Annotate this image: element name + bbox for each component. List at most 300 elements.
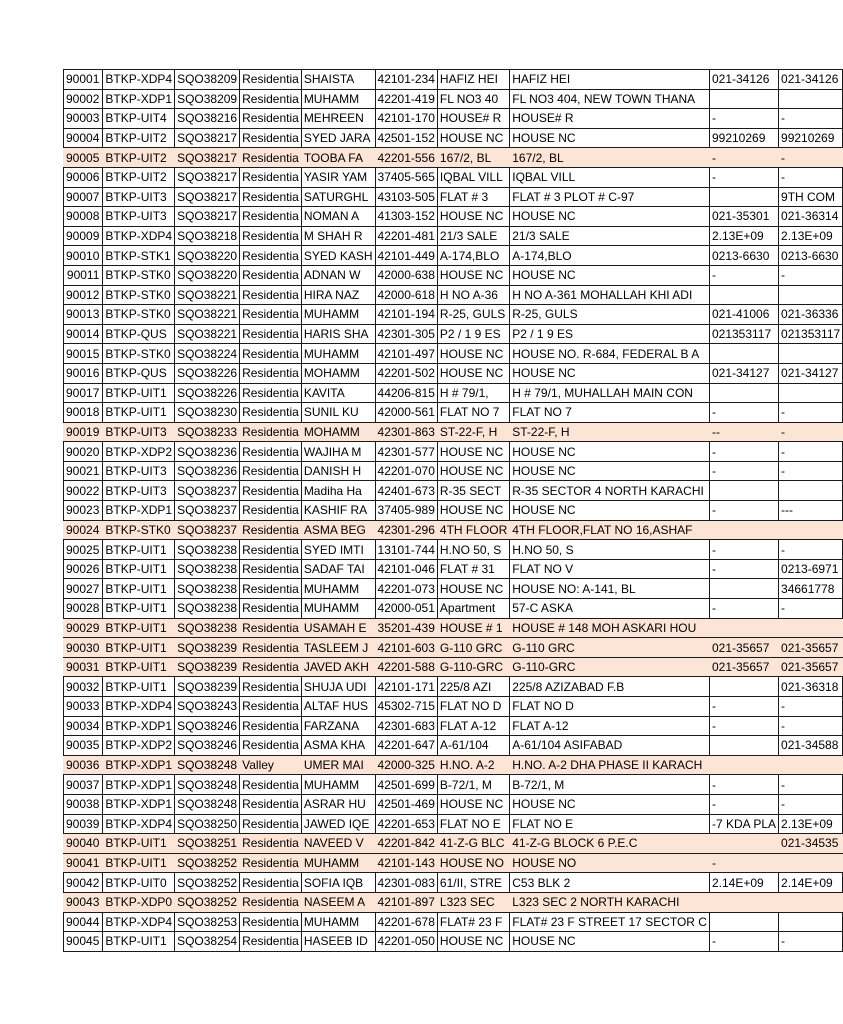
table-cell[interactable]: 90033 (64, 697, 103, 717)
table-cell[interactable]: FLAT NO 7 (437, 403, 509, 423)
table-cell[interactable]: - (779, 697, 843, 717)
table-cell[interactable]: HOUSE NC (437, 128, 509, 148)
table-cell[interactable]: SQO38250 (175, 814, 240, 834)
table-cell[interactable]: SQO38221 (175, 324, 240, 344)
table-cell[interactable]: 42000-618 (375, 285, 437, 305)
table-cell[interactable] (709, 481, 778, 501)
table-cell[interactable]: MUHAMM (301, 579, 375, 599)
table-cell[interactable]: 42201-070 (375, 461, 437, 481)
table-cell[interactable]: Residentia (240, 834, 302, 854)
table-cell[interactable]: BTKP-UIT3 (103, 422, 175, 442)
table-cell[interactable]: - (709, 501, 778, 521)
table-cell[interactable]: SQO38253 (175, 912, 240, 932)
table-cell[interactable]: MOHAMM (301, 363, 375, 383)
table-cell[interactable]: BTKP-QUS (103, 324, 175, 344)
table-cell[interactable]: 90005 (64, 148, 103, 168)
table-cell[interactable]: 42000-561 (375, 403, 437, 423)
table-cell[interactable]: HOUSE NC (437, 579, 509, 599)
table-cell[interactable]: 90030 (64, 638, 103, 658)
table-cell[interactable]: Residentia (240, 89, 302, 109)
table-cell[interactable]: - (779, 167, 843, 187)
table-cell[interactable]: HASEEB ID (301, 932, 375, 952)
table-cell[interactable]: HOUSE NC (510, 461, 710, 481)
table-cell[interactable]: BTKP-UIT3 (103, 481, 175, 501)
table-cell[interactable]: MUHAMM (301, 599, 375, 619)
table-cell[interactable]: BTKP-UIT1 (103, 559, 175, 579)
table-cell[interactable]: SQO38252 (175, 892, 240, 912)
table-cell[interactable]: SQO38217 (175, 167, 240, 187)
table-cell[interactable] (709, 89, 778, 109)
table-cell[interactable]: 42501-699 (375, 775, 437, 795)
table-cell[interactable]: Residentia (240, 912, 302, 932)
table-cell[interactable]: - (709, 403, 778, 423)
table-cell[interactable]: FL NO3 404, NEW TOWN THANA (510, 89, 710, 109)
table-cell[interactable]: JAVED AKH (301, 657, 375, 677)
table-cell[interactable]: BTKP-UIT1 (103, 677, 175, 697)
table-cell[interactable]: 42201-073 (375, 579, 437, 599)
table-cell[interactable]: - (779, 716, 843, 736)
table-cell[interactable]: 90021 (64, 461, 103, 481)
table-cell[interactable]: 37405-989 (375, 501, 437, 521)
table-cell[interactable]: 90002 (64, 89, 103, 109)
table-cell[interactable] (779, 285, 843, 305)
table-cell[interactable]: Apartment (437, 599, 509, 619)
table-cell[interactable]: Residentia (240, 167, 302, 187)
table-cell[interactable]: UMER MAI (301, 755, 375, 775)
table-cell[interactable]: MUHAMM (301, 912, 375, 932)
table-cell[interactable]: FLAT NO D (437, 697, 509, 717)
table-cell[interactable]: - (779, 148, 843, 168)
table-cell[interactable]: 90012 (64, 285, 103, 305)
table-cell[interactable]: 42000-638 (375, 265, 437, 285)
table-cell[interactable]: Residentia (240, 932, 302, 952)
table-cell[interactable]: 41303-152 (375, 207, 437, 227)
table-cell[interactable]: P2 / 1 9 ES (437, 324, 509, 344)
table-cell[interactable]: Residentia (240, 70, 302, 90)
table-cell[interactable]: 13101-744 (375, 540, 437, 560)
table-cell[interactable]: SQO38252 (175, 873, 240, 893)
table-cell[interactable]: 42101-194 (375, 305, 437, 325)
table-cell[interactable]: 9TH COM (779, 187, 843, 207)
table-cell[interactable]: 42101-897 (375, 892, 437, 912)
table-cell[interactable]: 90007 (64, 187, 103, 207)
table-cell[interactable]: Residentia (240, 246, 302, 266)
table-cell[interactable]: BTKP-UIT1 (103, 932, 175, 952)
table-cell[interactable]: G-110 GRC (437, 638, 509, 658)
table-cell[interactable]: 90028 (64, 599, 103, 619)
table-cell[interactable]: HOUSE NO. R-684, FEDERAL B A (510, 344, 710, 364)
table-cell[interactable]: 42301-863 (375, 422, 437, 442)
table-cell[interactable]: - (709, 697, 778, 717)
table-cell[interactable]: Residentia (240, 481, 302, 501)
table-cell[interactable]: SQO38217 (175, 148, 240, 168)
table-cell[interactable]: SQO38218 (175, 226, 240, 246)
table-cell[interactable]: BTKP-UIT1 (103, 638, 175, 658)
table-cell[interactable]: ADNAN W (301, 265, 375, 285)
table-cell[interactable]: 90022 (64, 481, 103, 501)
table-cell[interactable]: G-110-GRC (437, 657, 509, 677)
table-cell[interactable]: BTKP-STK0 (103, 305, 175, 325)
table-cell[interactable]: 42101-449 (375, 246, 437, 266)
table-cell[interactable]: C53 BLK 2 (510, 873, 710, 893)
table-cell[interactable]: HOUSE# R (510, 109, 710, 129)
table-cell[interactable]: Residentia (240, 775, 302, 795)
table-cell[interactable]: BTKP-XDP2 (103, 442, 175, 462)
table-cell[interactable]: Residentia (240, 461, 302, 481)
table-cell[interactable] (709, 344, 778, 364)
table-cell[interactable]: - (779, 109, 843, 129)
table-cell[interactable]: BTKP-QUS (103, 363, 175, 383)
table-cell[interactable]: Residentia (240, 422, 302, 442)
table-cell[interactable]: 42101-497 (375, 344, 437, 364)
table-cell[interactable]: HOUSE NC (437, 344, 509, 364)
table-cell[interactable]: 2.13E+09 (779, 226, 843, 246)
table-cell[interactable]: HOUSE NO (510, 853, 710, 873)
table-cell[interactable]: SADAF TAI (301, 559, 375, 579)
table-cell[interactable]: 42501-152 (375, 128, 437, 148)
table-cell[interactable]: YASIR YAM (301, 167, 375, 187)
table-cell[interactable]: 2.13E+09 (709, 226, 778, 246)
table-cell[interactable]: 167/2, BL (437, 148, 509, 168)
table-cell[interactable]: 021-35657 (709, 638, 778, 658)
table-cell[interactable]: BTKP-XDP1 (103, 716, 175, 736)
table-cell[interactable]: BTKP-UIT1 (103, 599, 175, 619)
table-cell[interactable]: - (779, 442, 843, 462)
table-cell[interactable]: Residentia (240, 109, 302, 129)
table-cell[interactable]: 90010 (64, 246, 103, 266)
table-cell[interactable]: 021353117 (709, 324, 778, 344)
table-cell[interactable]: SQO38217 (175, 187, 240, 207)
table-cell[interactable]: Residentia (240, 148, 302, 168)
table-cell[interactable]: NOMAN A (301, 207, 375, 227)
table-cell[interactable]: Residentia (240, 657, 302, 677)
table-cell[interactable]: Residentia (240, 128, 302, 148)
table-cell[interactable]: 99210269 (709, 128, 778, 148)
table-cell[interactable]: BTKP-XDP2 (103, 736, 175, 756)
table-cell[interactable]: B-72/1, M (437, 775, 509, 795)
table-cell[interactable]: Residentia (240, 305, 302, 325)
table-cell[interactable]: 90035 (64, 736, 103, 756)
table-cell[interactable]: B-72/1, M (510, 775, 710, 795)
table-cell[interactable]: 42201-588 (375, 657, 437, 677)
table-cell[interactable]: FLAT # 3 PLOT # C-97 (510, 187, 710, 207)
table-cell[interactable]: Residentia (240, 540, 302, 560)
table-cell[interactable]: G-110-GRC (510, 657, 710, 677)
table-cell[interactable]: ASMA KHA (301, 736, 375, 756)
table-cell[interactable]: 42101-234 (375, 70, 437, 90)
table-cell[interactable]: 90034 (64, 716, 103, 736)
table-cell[interactable]: HOUSE NC (437, 265, 509, 285)
table-cell[interactable]: 4TH FLOOR,FLAT NO 16,ASHAF (510, 520, 710, 540)
table-cell[interactable]: - (779, 461, 843, 481)
table-cell[interactable]: BTKP-XDP1 (103, 775, 175, 795)
table-cell[interactable]: 37405-565 (375, 167, 437, 187)
table-cell[interactable]: SQO38238 (175, 599, 240, 619)
table-cell[interactable]: 90040 (64, 834, 103, 854)
table-cell[interactable]: 42101-170 (375, 109, 437, 129)
table-cell[interactable]: BTKP-UIT1 (103, 579, 175, 599)
table-cell[interactable]: SQO38236 (175, 461, 240, 481)
table-cell[interactable]: HAFIZ HEI (437, 70, 509, 90)
table-cell[interactable]: - (779, 775, 843, 795)
table-cell[interactable]: M SHAH R (301, 226, 375, 246)
table-cell[interactable]: 42301-683 (375, 716, 437, 736)
table-cell[interactable]: 42201-556 (375, 148, 437, 168)
table-cell[interactable]: - (779, 794, 843, 814)
table-cell[interactable]: 90039 (64, 814, 103, 834)
table-cell[interactable]: 42101-171 (375, 677, 437, 697)
table-cell[interactable]: BTKP-UIT4 (103, 109, 175, 129)
table-cell[interactable]: 90037 (64, 775, 103, 795)
table-cell[interactable]: 42101-603 (375, 638, 437, 658)
table-cell[interactable]: H # 79/1, MUHALLAH MAIN CON (510, 383, 710, 403)
table-cell[interactable]: H.NO 50, S (510, 540, 710, 560)
table-cell[interactable]: HOUSE NC (437, 442, 509, 462)
table-cell[interactable]: FLAT# 23 F (437, 912, 509, 932)
table-cell[interactable] (779, 383, 843, 403)
table-cell[interactable] (779, 89, 843, 109)
table-cell[interactable]: H # 79/1, (437, 383, 509, 403)
table-cell[interactable]: IQBAL VILL (510, 167, 710, 187)
table-cell[interactable]: 021-36314 (779, 207, 843, 227)
table-cell[interactable]: A-174,BLO (437, 246, 509, 266)
table-cell[interactable]: - (779, 599, 843, 619)
table-cell[interactable]: - (709, 442, 778, 462)
table-cell[interactable]: Residentia (240, 677, 302, 697)
table-cell[interactable]: BTKP-UIT3 (103, 207, 175, 227)
table-cell[interactable]: 42000-051 (375, 599, 437, 619)
table-cell[interactable]: 90041 (64, 853, 103, 873)
table-cell[interactable] (709, 892, 778, 912)
table-cell[interactable]: TASLEEM J (301, 638, 375, 658)
table-cell[interactable] (779, 481, 843, 501)
table-cell[interactable] (779, 520, 843, 540)
table-cell[interactable]: Residentia (240, 716, 302, 736)
table-cell[interactable]: - (709, 148, 778, 168)
table-cell[interactable]: 90044 (64, 912, 103, 932)
table-cell[interactable]: 021-34535 (779, 834, 843, 854)
table-cell[interactable]: Residentia (240, 814, 302, 834)
table-cell[interactable] (709, 383, 778, 403)
table-cell[interactable]: BTKP-STK0 (103, 265, 175, 285)
table-cell[interactable]: 90001 (64, 70, 103, 90)
table-cell[interactable]: 2.14E+09 (709, 873, 778, 893)
table-cell[interactable]: 225/8 AZI (437, 677, 509, 697)
table-cell[interactable]: 90025 (64, 540, 103, 560)
table-cell[interactable]: SQO38246 (175, 716, 240, 736)
table-cell[interactable]: FLAT NO D (510, 697, 710, 717)
table-cell[interactable]: FLAT A-12 (510, 716, 710, 736)
table-cell[interactable]: 90026 (64, 559, 103, 579)
table-cell[interactable]: HOUSE # 1 (437, 618, 509, 638)
table-cell[interactable]: - (709, 167, 778, 187)
table-cell[interactable]: Residentia (240, 344, 302, 364)
table-cell[interactable]: 42101-143 (375, 853, 437, 873)
table-cell[interactable]: Madiha Ha (301, 481, 375, 501)
table-cell[interactable]: HOUSE NO (437, 853, 509, 873)
table-cell[interactable]: SUNIL KU (301, 403, 375, 423)
table-cell[interactable]: ALTAF HUS (301, 697, 375, 717)
table-cell[interactable]: 90004 (64, 128, 103, 148)
table-cell[interactable]: SYED JARA (301, 128, 375, 148)
table-cell[interactable] (709, 912, 778, 932)
table-cell[interactable]: HARIS SHA (301, 324, 375, 344)
table-cell[interactable]: SQO38254 (175, 932, 240, 952)
table-cell[interactable]: 90018 (64, 403, 103, 423)
table-cell[interactable]: FLAT A-12 (437, 716, 509, 736)
table-cell[interactable]: 167/2, BL (510, 148, 710, 168)
table-cell[interactable]: 42201-842 (375, 834, 437, 854)
table-cell[interactable]: Residentia (240, 403, 302, 423)
table-cell[interactable]: KAVITA (301, 383, 375, 403)
table-cell[interactable]: MEHREEN (301, 109, 375, 129)
table-cell[interactable]: SQO38230 (175, 403, 240, 423)
table-cell[interactable]: 42301-577 (375, 442, 437, 462)
table-cell[interactable] (709, 618, 778, 638)
table-cell[interactable]: - (709, 794, 778, 814)
table-cell[interactable]: BTKP-STK0 (103, 285, 175, 305)
table-cell[interactable] (779, 892, 843, 912)
table-cell[interactable]: SQO38246 (175, 736, 240, 756)
table-cell[interactable]: ASRAR HU (301, 794, 375, 814)
table-cell[interactable]: 90003 (64, 109, 103, 129)
table-cell[interactable]: FLAT NO V (510, 559, 710, 579)
table-cell[interactable]: BTKP-UIT2 (103, 148, 175, 168)
table-cell[interactable]: BTKP-XDP1 (103, 89, 175, 109)
table-cell[interactable]: 90017 (64, 383, 103, 403)
table-cell[interactable]: Residentia (240, 442, 302, 462)
table-cell[interactable]: H.NO. A-2 (437, 755, 509, 775)
table-cell[interactable]: Residentia (240, 697, 302, 717)
table-cell[interactable]: HOUSE NC (437, 932, 509, 952)
table-cell[interactable]: 021-36336 (779, 305, 843, 325)
table-cell[interactable]: SQO38239 (175, 657, 240, 677)
table-cell[interactable] (779, 618, 843, 638)
table-cell[interactable]: 2.13E+09 (779, 814, 843, 834)
table-cell[interactable]: -- (709, 422, 778, 442)
table-cell[interactable]: SQO38238 (175, 579, 240, 599)
table-cell[interactable]: - (709, 540, 778, 560)
table-cell[interactable]: SQO38237 (175, 481, 240, 501)
table-cell[interactable]: 34661778 (779, 579, 843, 599)
table-cell[interactable]: H NO A-36 (437, 285, 509, 305)
table-cell[interactable] (709, 285, 778, 305)
table-cell[interactable]: 90027 (64, 579, 103, 599)
table-cell[interactable]: FLAT NO E (437, 814, 509, 834)
table-cell[interactable]: SQO38248 (175, 775, 240, 795)
table-cell[interactable]: Residentia (240, 853, 302, 873)
table-cell[interactable]: 4TH FLOOR (437, 520, 509, 540)
table-cell[interactable]: KASHIF RA (301, 501, 375, 521)
table-cell[interactable]: BTKP-UIT1 (103, 403, 175, 423)
table-cell[interactable]: DANISH H (301, 461, 375, 481)
table-cell[interactable]: BTKP-STK1 (103, 246, 175, 266)
table-cell[interactable]: - (779, 540, 843, 560)
table-cell[interactable]: Residentia (240, 873, 302, 893)
table-cell[interactable]: SQO38238 (175, 618, 240, 638)
table-cell[interactable]: BTKP-UIT1 (103, 657, 175, 677)
table-cell[interactable]: MUHAMM (301, 89, 375, 109)
table-cell[interactable]: FLAT NO 7 (510, 403, 710, 423)
table-cell[interactable]: 90036 (64, 755, 103, 775)
table-cell[interactable]: MUHAMM (301, 305, 375, 325)
table-cell[interactable]: SQO38248 (175, 794, 240, 814)
table-cell[interactable]: HOUSE NC (437, 461, 509, 481)
table-cell[interactable]: HOUSE NC (510, 207, 710, 227)
table-cell[interactable]: - (709, 932, 778, 952)
table-cell[interactable] (709, 579, 778, 599)
table-cell[interactable]: BTKP-UIT1 (103, 618, 175, 638)
table-cell[interactable]: SQO38237 (175, 501, 240, 521)
table-cell[interactable]: 42401-673 (375, 481, 437, 501)
table-cell[interactable]: HOUSE NC (510, 265, 710, 285)
table-cell[interactable]: HOUSE NC (437, 363, 509, 383)
table-cell[interactable]: - (709, 559, 778, 579)
table-cell[interactable]: MUHAMM (301, 344, 375, 364)
table-cell[interactable]: 43103-505 (375, 187, 437, 207)
table-cell[interactable]: 021-35657 (779, 657, 843, 677)
table-cell[interactable]: 021-36318 (779, 677, 843, 697)
table-cell[interactable]: 90011 (64, 265, 103, 285)
table-cell[interactable]: 57-C ASKA (510, 599, 710, 619)
table-cell[interactable]: HOUSE # 148 MOH ASKARI HOU (510, 618, 710, 638)
table-cell[interactable]: FLAT# 23 F STREET 17 SECTOR C (510, 912, 710, 932)
table-cell[interactable]: 21/3 SALE (437, 226, 509, 246)
table-cell[interactable]: HOUSE NC (510, 442, 710, 462)
table-cell[interactable]: HOUSE NC (510, 932, 710, 952)
table-cell[interactable]: R-25, GULS (510, 305, 710, 325)
table-cell[interactable] (779, 912, 843, 932)
table-cell[interactable] (779, 344, 843, 364)
table-cell[interactable]: A-61/104 (437, 736, 509, 756)
table-cell[interactable]: USAMAH E (301, 618, 375, 638)
table-cell[interactable]: SQO38226 (175, 363, 240, 383)
table-cell[interactable] (709, 520, 778, 540)
table-cell[interactable]: A-174,BLO (510, 246, 710, 266)
table-cell[interactable]: 90023 (64, 501, 103, 521)
table-cell[interactable]: 90042 (64, 873, 103, 893)
table-cell[interactable]: IQBAL VILL (437, 167, 509, 187)
table-cell[interactable]: 0213-6971 (779, 559, 843, 579)
table-cell[interactable]: 2.14E+09 (779, 873, 843, 893)
table-cell[interactable]: SQO38220 (175, 246, 240, 266)
table-cell[interactable]: SQO38239 (175, 638, 240, 658)
table-cell[interactable]: Residentia (240, 324, 302, 344)
table-cell[interactable] (709, 736, 778, 756)
table-cell[interactable]: BTKP-XDP1 (103, 794, 175, 814)
table-cell[interactable]: FLAT # 31 (437, 559, 509, 579)
table-cell[interactable]: - (779, 932, 843, 952)
table-cell[interactable]: L323 SEC 2 NORTH KARACHI (510, 892, 710, 912)
table-cell[interactable]: Residentia (240, 579, 302, 599)
table-cell[interactable]: HOUSE# R (437, 109, 509, 129)
table-cell[interactable]: HOUSE NC (510, 363, 710, 383)
table-cell[interactable]: FLAT NO E (510, 814, 710, 834)
table-cell[interactable]: BTKP-UIT2 (103, 167, 175, 187)
table-cell[interactable]: 021-34126 (779, 70, 843, 90)
table-cell[interactable]: 42501-469 (375, 794, 437, 814)
table-cell[interactable]: BTKP-UIT0 (103, 873, 175, 893)
table-cell[interactable]: Residentia (240, 265, 302, 285)
table-cell[interactable]: Residentia (240, 794, 302, 814)
table-cell[interactable]: - (709, 461, 778, 481)
table-cell[interactable]: HOUSE NC (437, 207, 509, 227)
table-cell[interactable] (709, 187, 778, 207)
table-cell[interactable]: HOUSE NC (510, 501, 710, 521)
table-cell[interactable]: BTKP-XDP1 (103, 501, 175, 521)
table-cell[interactable]: 42301-296 (375, 520, 437, 540)
table-cell[interactable]: SQO38221 (175, 305, 240, 325)
